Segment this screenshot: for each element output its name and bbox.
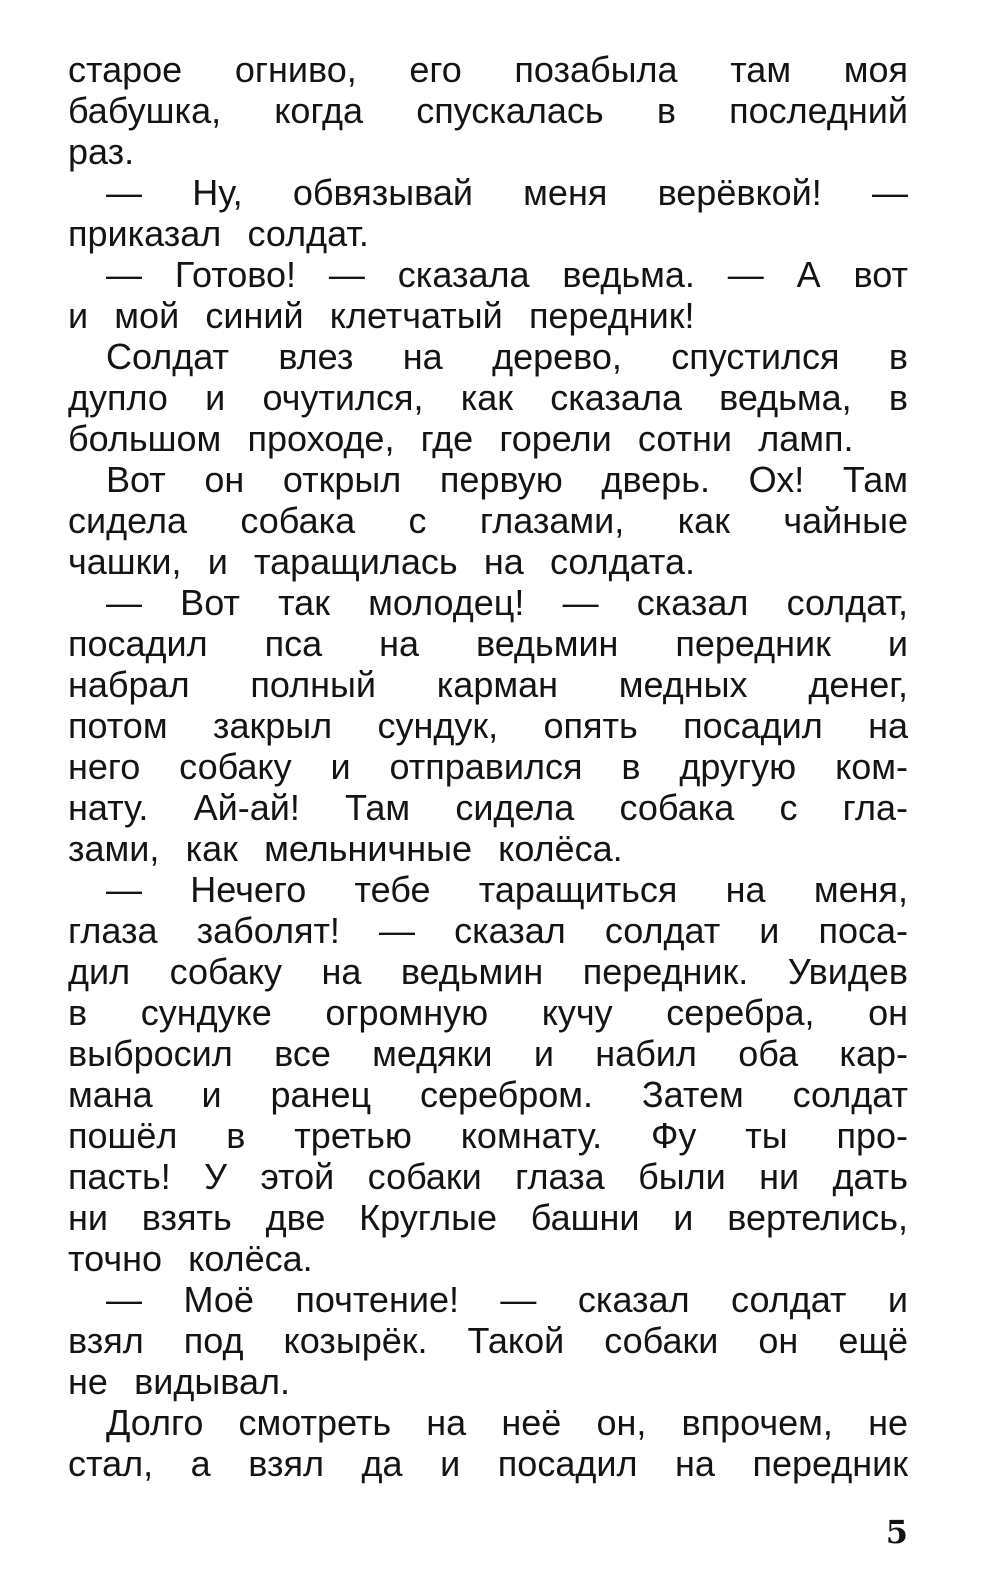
text-line: выбросил все медяки и набил оба кар- bbox=[68, 1033, 908, 1074]
text-line: раз. bbox=[68, 131, 135, 172]
text-line: дупло и очутился, как сказала ведьма, в bbox=[68, 377, 908, 418]
page-number: 5 bbox=[885, 1513, 908, 1551]
text-line: взял под козырёк. Такой собаки он ещё bbox=[68, 1320, 908, 1361]
text-line: — Готово! — сказала ведьма. — А вот bbox=[106, 254, 908, 295]
text-line: ни взять две Круглые башни и вертелись, bbox=[68, 1197, 908, 1238]
text-line: большом проходе, где горели сотни ламп. bbox=[68, 418, 854, 459]
text-line: приказал солдат. bbox=[68, 213, 369, 254]
text-line: дил собаку на ведьмин передник. Увидев bbox=[68, 951, 908, 992]
text-line: — Ну, обвязывай меня верёвкой! — bbox=[106, 172, 908, 213]
page-text bbox=[68, 49, 908, 1484]
text-line: и мой синий клетчатый передник! bbox=[68, 295, 695, 336]
text-line: него собаку и отправился в другую ком- bbox=[68, 746, 908, 787]
text-line: Вот он открыл первую дверь. Ох! Там bbox=[106, 459, 908, 500]
text-line: — Вот так молодец! — сказал солдат, bbox=[106, 582, 908, 623]
text-line: нату. Ай-ай! Там сидела собака с гла- bbox=[68, 787, 908, 828]
text-line: зами, как мельничные колёса. bbox=[68, 828, 623, 869]
text-line: бабушка, когда спускалась в последний bbox=[68, 90, 908, 131]
text-line: точно колёса. bbox=[68, 1238, 313, 1279]
text-line: мана и ранец серебром. Затем солдат bbox=[68, 1074, 908, 1115]
text-line: Солдат влез на дерево, спустился в bbox=[106, 336, 908, 377]
text-line: чашки, и таращилась на солдата. bbox=[68, 541, 695, 582]
text-line: потом закрыл сундук, опять посадил на bbox=[68, 705, 908, 746]
text-line: посадил пса на ведьмин передник и bbox=[68, 623, 908, 664]
text-line: пасть! У этой собаки глаза были ни дать bbox=[68, 1156, 908, 1197]
text-line: старое огниво, его позабыла там моя bbox=[68, 49, 908, 90]
text-line: не видывал. bbox=[68, 1361, 290, 1402]
text-line: стал, а взял да и посадил на передник bbox=[68, 1443, 908, 1484]
text-line: — Нечего тебе таращиться на меня, bbox=[106, 869, 908, 910]
text-line: Долго смотреть на неё он, впрочем, не bbox=[106, 1402, 908, 1443]
text-line: пошёл в третью комнату. Фу ты про- bbox=[68, 1115, 908, 1156]
text-line: глаза заболят! — сказал солдат и поса- bbox=[68, 910, 908, 951]
text-line: набрал полный карман медных денег, bbox=[68, 664, 908, 705]
text-line: в сундуке огромную кучу серебра, он bbox=[68, 992, 908, 1033]
text-line: сидела собака с глазами, как чайные bbox=[68, 500, 908, 541]
text-line: — Моё почтение! — сказал солдат и bbox=[106, 1279, 908, 1320]
